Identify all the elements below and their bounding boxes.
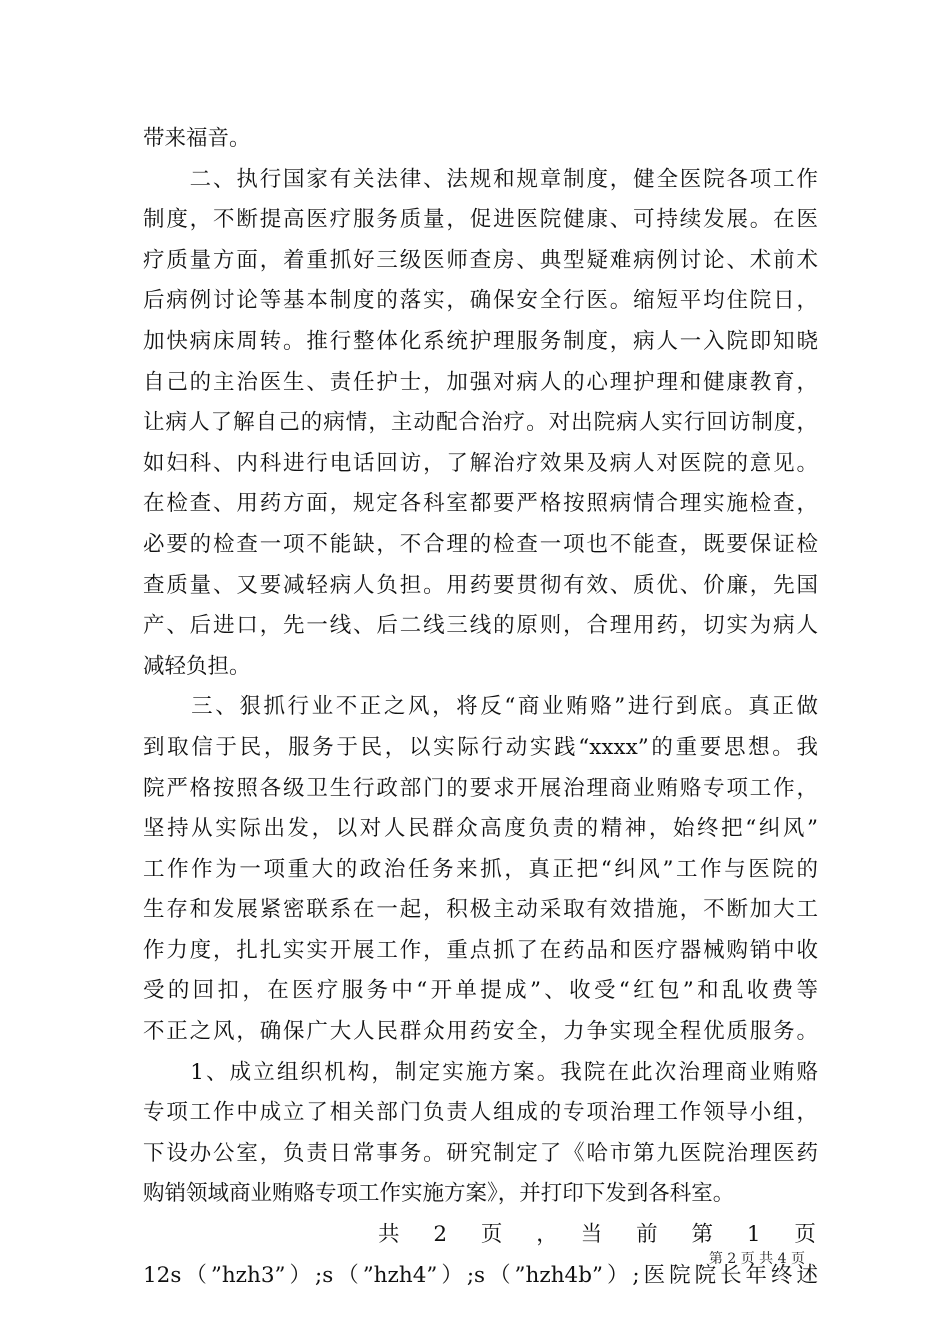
text-line: 如妇科、内科进行电话回访，了解治疗效果及病人对医院的意见。 xyxy=(143,450,818,476)
text-line: 下设办公室，负责日常事务。研究制定了《哈市第九医院治理医药 xyxy=(143,1140,818,1166)
text-line: 后病例讨论等基本制度的落实，确保安全行医。缩短平均住院日， xyxy=(143,288,818,314)
text-line: 减轻负担。 xyxy=(143,653,251,679)
text-line: 疗质量方面，着重抓好三级医师查房、典型疑难病例讨论、术前术 xyxy=(143,247,818,273)
text-line: 生存和发展紧密联系在一起，积极主动采取有效措施，不断加大工 xyxy=(143,897,818,923)
text-line: 带来福音。 xyxy=(143,126,251,151)
text-line: 坚持从实际出发，以对人民群众高度负责的精神，始终把“纠风” xyxy=(143,816,818,842)
text-line: 作力度，扎扎实实开展工作，重点抓了在药品和医疗器械购销中收 xyxy=(143,937,818,963)
inline-page-counter: 共 2 页 ， 当 前 第 1 页 xyxy=(378,1222,818,1248)
trailing-text-line: 12s（”hzh3”）;s（”hzh4”）;s（”hzh4b”）;医院院长年终述 xyxy=(143,1262,818,1288)
text-line: 加快病床周转。推行整体化系统护理服务制度，病人一入院即知晓 xyxy=(143,328,818,354)
document-body xyxy=(143,119,818,1296)
text-line: 必要的检查一项不能缺，不合理的检查一项也不能查，既要保证检 xyxy=(143,531,818,557)
text-line: 工作作为一项重大的政治任务来抓，真正把“纠风”工作与医院的 xyxy=(143,856,818,882)
text-line: 专项工作中成立了相关部门负责人组成的专项治理工作领导小组， xyxy=(143,1100,818,1126)
text-line: 购销领域商业贿赂专项工作实施方案》，并打印下发到各科室。 xyxy=(143,1181,735,1207)
text-line: 三、狠抓行业不正之风，将反“商业贿赂”进行到底。真正做 xyxy=(143,694,818,720)
text-line: 1、成立组织机构，制定实施方案。我院在此次治理商业贿赂 xyxy=(143,1059,818,1085)
text-line: 制度，不断提高医疗服务质量，促进医院健康、可持续发展。在医 xyxy=(143,207,818,233)
text-line: 自己的主治医生、责任护士，加强对病人的心理护理和健康教育， xyxy=(143,369,818,395)
text-line: 到取信于民，服务于民，以实际行动实践“xxxx”的重要思想。我 xyxy=(143,734,818,760)
text-line: 让病人了解自己的病情，主动配合治疗。对出院病人实行回访制度， xyxy=(143,410,818,436)
page-number-footer: 第 2 页 共 4 页 xyxy=(708,1251,805,1267)
text-line: 院严格按照各级卫生行政部门的要求开展治理商业贿赂专项工作， xyxy=(143,775,818,801)
text-line: 在检查、用药方面，规定各科室都要严格按照病情合理实施检查， xyxy=(143,491,818,517)
text-line: 受的回扣，在医疗服务中“开单提成”、收受“红包”和乱收费等 xyxy=(143,978,818,1004)
text-line: 不正之风，确保广大人民群众用药安全，力争实现全程优质服务。 xyxy=(143,1019,818,1045)
text-line: 产、后进口，先一线、后二线三线的原则，合理用药，切实为病人 xyxy=(143,613,818,639)
text-line: 查质量、又要减轻病人负担。用药要贯彻有效、质优、价廉，先国 xyxy=(143,572,818,598)
text-line: 二、执行国家有关法律、法规和规章制度，健全医院各项工作 xyxy=(143,166,818,192)
